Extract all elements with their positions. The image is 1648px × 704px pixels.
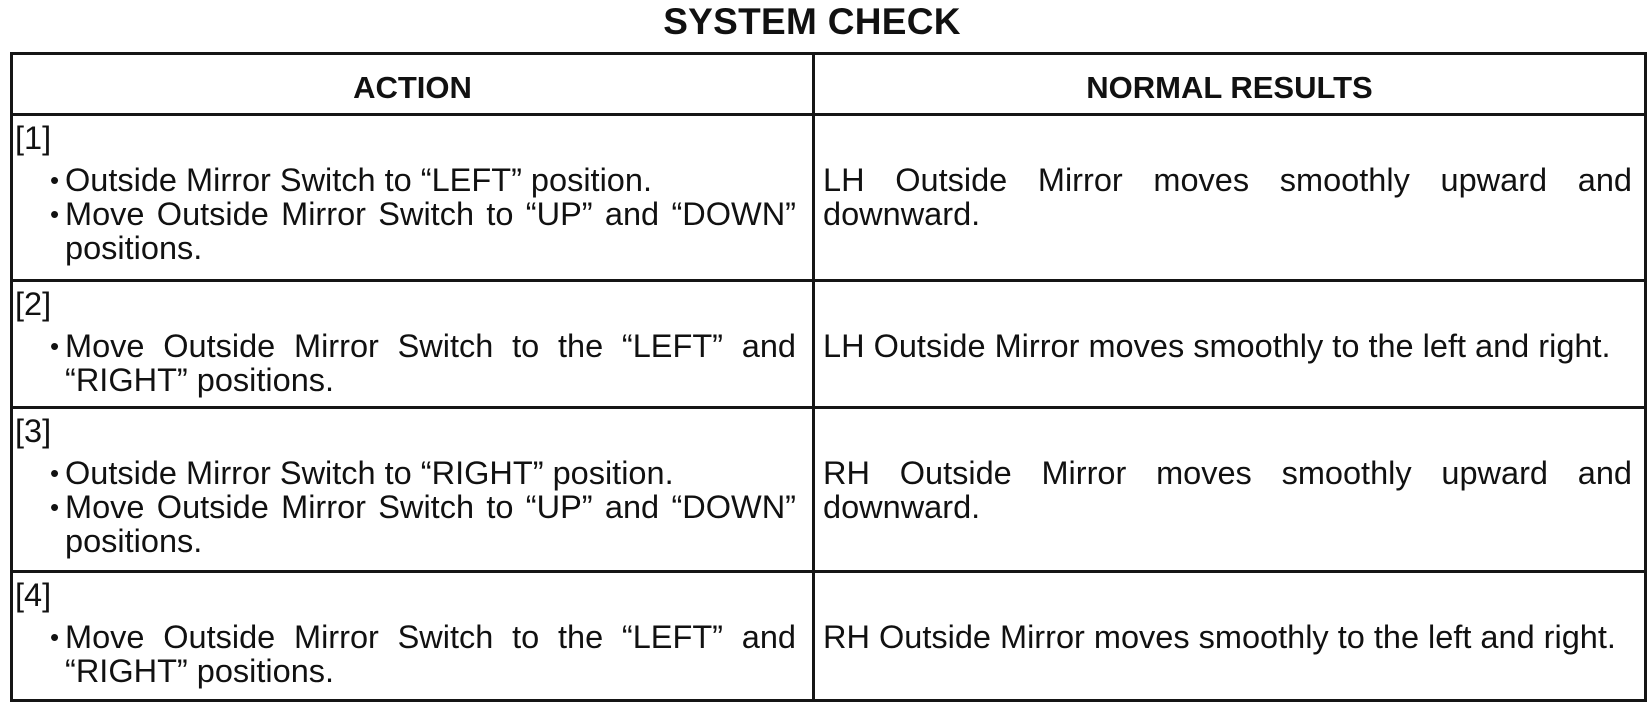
- normal-result-text: RH Outside Mirror moves smoothly upward and downward.: [823, 455, 1632, 525]
- action-item: • Outside Mirror Switch to “LEFT” position.: [65, 163, 796, 197]
- result-cell: [814, 115, 1646, 281]
- normal-result-text: RH Outside Mirror moves smoothly to the left and right.: [823, 619, 1616, 655]
- action-item: • Move Outside Mirror Switch to “UP” and “DOWN” positions.: [65, 490, 796, 558]
- action-list: [15, 329, 796, 397]
- action-item: • Move Outside Mirror Switch to “UP” and “DOWN” positions.: [65, 197, 796, 265]
- header-row: [12, 54, 1646, 115]
- action-list: [15, 620, 796, 688]
- action-item: • Outside Mirror Switch to “RIGHT” position.: [65, 456, 796, 490]
- page-title: SYSTEM CHECK: [663, 1, 961, 42]
- column-header-action: ACTION: [12, 54, 814, 115]
- step-number: [1]: [15, 120, 52, 156]
- table-row: [12, 408, 1646, 572]
- normal-result-text: LH Outside Mirror moves smoothly to the left and right.: [823, 328, 1611, 364]
- result-cell: [814, 408, 1646, 572]
- action-item: • Move Outside Mirror Switch to the “LEFT” and “RIGHT” positions.: [65, 329, 796, 397]
- action-cell: [12, 572, 814, 701]
- action-item: • Move Outside Mirror Switch to the “LEFT” and “RIGHT” positions.: [65, 620, 796, 688]
- system-check-table: [10, 52, 1647, 702]
- table-row: [12, 115, 1646, 281]
- action-cell: [12, 115, 814, 281]
- action-cell: [12, 408, 814, 572]
- result-cell: [814, 281, 1646, 408]
- action-list: [15, 163, 796, 265]
- step-number: [3]: [15, 413, 52, 449]
- step-number: [4]: [15, 577, 52, 613]
- action-list: [15, 456, 796, 558]
- table-row: [12, 281, 1646, 408]
- normal-result-text: LH Outside Mirror moves smoothly upward and downward.: [823, 162, 1632, 232]
- column-header-normal-results: NORMAL RESULTS: [814, 54, 1646, 115]
- step-number: [2]: [15, 286, 52, 322]
- table-row: [12, 572, 1646, 701]
- result-cell: [814, 572, 1646, 701]
- action-cell: [12, 281, 814, 408]
